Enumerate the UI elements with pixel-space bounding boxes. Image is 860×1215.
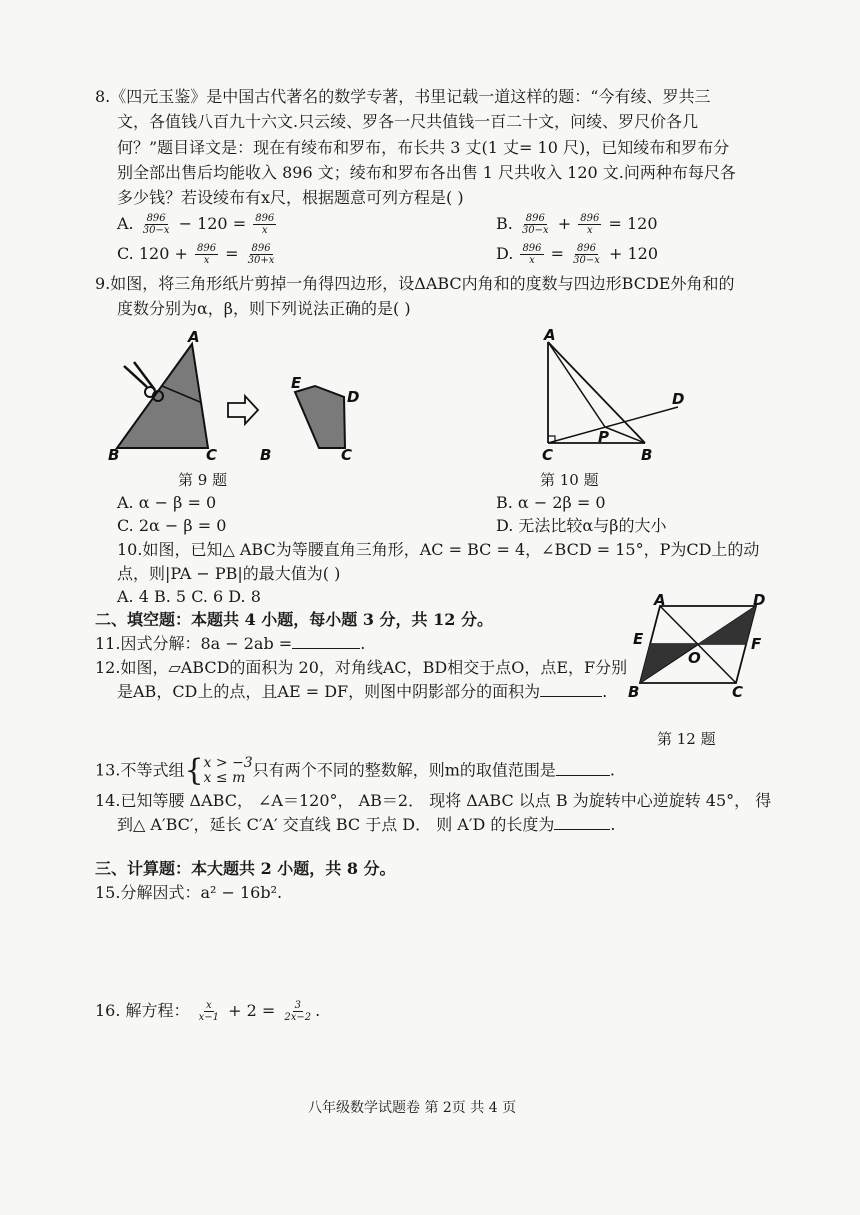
figure-12-caption: 第 12 题: [657, 730, 716, 748]
label-b: B: [108, 446, 120, 464]
label-c: C: [732, 683, 744, 701]
segment-ab: [548, 342, 645, 443]
figure-9-caption: 第 9 题: [178, 471, 228, 489]
q10-options: A. 4 B. 5 C. 6 D. 8: [117, 587, 261, 606]
q8-option-b: B. $\frac{896}{30-x}$ + $\frac{896}{x}$ = 120: [496, 213, 658, 236]
q10-line-1: 10.如图，已知△ ABC为等腰直角三角形，AC = BC = 4，∠BCD = 15°，P为CD上的动: [117, 540, 760, 559]
fraction: $\frac{896}{30-x}$: [521, 213, 549, 236]
q9-option-d: D. 无法比较α与β的大小: [496, 516, 667, 535]
fraction: $\frac{896}{30+x}$: [247, 243, 275, 266]
label-e: E: [633, 630, 644, 648]
q11: 11.因式分解：8a − 2ab = .: [95, 634, 366, 653]
fraction: $\frac{x}{x-1}$: [198, 1000, 220, 1023]
fraction: $\frac{896}{x}$: [522, 243, 542, 266]
answer-blank: [292, 648, 360, 649]
q13: 13.不等式组{ x > −3 x ≤ m 只有两个不同的整数解，则m的取值范围是 .: [95, 753, 615, 788]
q8-line-4: 别全部出售后均能收入 896 文；绫布和罗布各出售 1 尺共收入 120 文.问两种布每尺各: [117, 163, 736, 182]
q8-option-c: C. 120 + $\frac{896}{x}$ = $\frac{896}{30+x}$: [117, 243, 275, 266]
q8-line-1: 8.《四元玉鉴》是中国古代著名的数学专著，书里记载一道这样的题：“今有绫、罗共三: [95, 87, 711, 106]
q12-line-2: 是AB，CD上的点，且AE = DF，则图中阴影部分的面积为 .: [117, 682, 608, 701]
figure-10: [538, 326, 698, 465]
q8-option-a: A. $\frac{896}{30-x}$ − 120 = $\frac{896}{x}$: [117, 213, 275, 236]
label-f: F: [751, 635, 762, 653]
quadrilateral-bcde: [295, 386, 345, 448]
brace: {: [184, 753, 204, 788]
label-p: P: [598, 428, 609, 446]
q10-line-2: 点，则|PA − PB|的最大值为( ): [117, 564, 341, 583]
q12-line-1: 12.如图，▱ABCD的面积为 20，对角线AC，BD相交于点O，点E，F分别: [95, 658, 628, 677]
q14-line-1: 14.已知等腰 ΔABC， ∠A＝120°， AB＝2． 现将 ΔABC 以点 B 为旋转中心逆旋转 45°， 得: [95, 791, 772, 810]
q9-line-1: 9.如图，将三角形纸片剪掉一角得四边形，设ΔABC内角和的度数与四边形BCDE外角和的: [95, 274, 735, 293]
segment-pb: [605, 427, 645, 443]
label-b: B: [641, 446, 653, 464]
label-a: A: [654, 591, 666, 609]
figure-12: [626, 591, 776, 701]
label-o: O: [688, 649, 701, 667]
page-footer: 八年级数学试题卷 第 2页 共 4 页: [308, 1100, 517, 1116]
section-3-heading: 三、计算题：本大题共 2 小题，共 8 分。: [95, 859, 396, 878]
label-d: D: [347, 388, 360, 406]
fraction: $\frac{3}{2x-2}$: [284, 1000, 312, 1023]
q16: 16. 解方程： $\frac{x}{x-1}$ + 2 = $\frac{3}{2x-2}$ .: [95, 1000, 321, 1023]
fraction: $\frac{896}{x}$: [580, 213, 600, 236]
label-c: C: [206, 446, 218, 464]
ray-cd: [548, 407, 678, 443]
segment-pa: [548, 342, 605, 427]
q8-line-2: 文，各值钱八百九十六文.只云绫、罗各一尺共值钱一百二十文，问绫、罗尺价各几: [117, 112, 699, 131]
fraction: $\frac{896}{x}$: [196, 243, 217, 266]
label-d: D: [753, 591, 766, 609]
label-c: C: [341, 446, 353, 464]
figure-9: [100, 330, 380, 470]
label-e: E: [291, 374, 302, 392]
section-2-heading: 二、填空题：本题共 4 小题，每小题 3 分，共 12 分。: [95, 610, 493, 629]
q8-line-3: 何？”题目译文是：现在有绫布和罗布，布长共 3 丈(1 丈= 10 尺)，已知绫布和罗布分: [117, 138, 730, 157]
answer-blank: [540, 696, 602, 697]
label-b: B: [260, 446, 272, 464]
q15: 15.分解因式：a² − 16b².: [95, 883, 283, 902]
q9-option-b: B. α − 2β = 0: [496, 493, 606, 512]
q8-line-5: 多少钱？若设绫布有x尺，根据题意可列方程是( ): [117, 188, 464, 207]
label-b: B: [628, 683, 640, 701]
fraction: $\frac{896}{30-x}$: [573, 243, 600, 266]
label-a: A: [188, 328, 200, 346]
label-c: C: [542, 446, 554, 464]
fraction: $\frac{896}{x}$: [255, 213, 275, 236]
q9-option-c: C. 2α − β = 0: [117, 516, 227, 535]
right-arrow-icon: [228, 396, 258, 424]
answer-blank: [554, 829, 610, 830]
answer-blank: [556, 775, 610, 776]
q9-option-a: A. α − β = 0: [117, 493, 217, 512]
q8-option-d: D. $\frac{896}{x}$ = $\frac{896}{30-x}$ + 120: [496, 243, 658, 266]
fraction: $\frac{896}{30-x}$: [142, 213, 170, 236]
label-d: D: [672, 390, 685, 408]
q14-line-2: 到△ A′BC′，延长 C′A′ 交直线 BC 于点 D． 则 A′D 的长度为 .: [117, 815, 616, 834]
q9-line-2: 度数分别为α，β，则下列说法正确的是( ): [117, 299, 411, 318]
label-a: A: [544, 326, 556, 344]
figure-10-caption: 第 10 题: [540, 471, 599, 489]
inequality-system: x > −3 x ≤ m: [203, 755, 253, 786]
